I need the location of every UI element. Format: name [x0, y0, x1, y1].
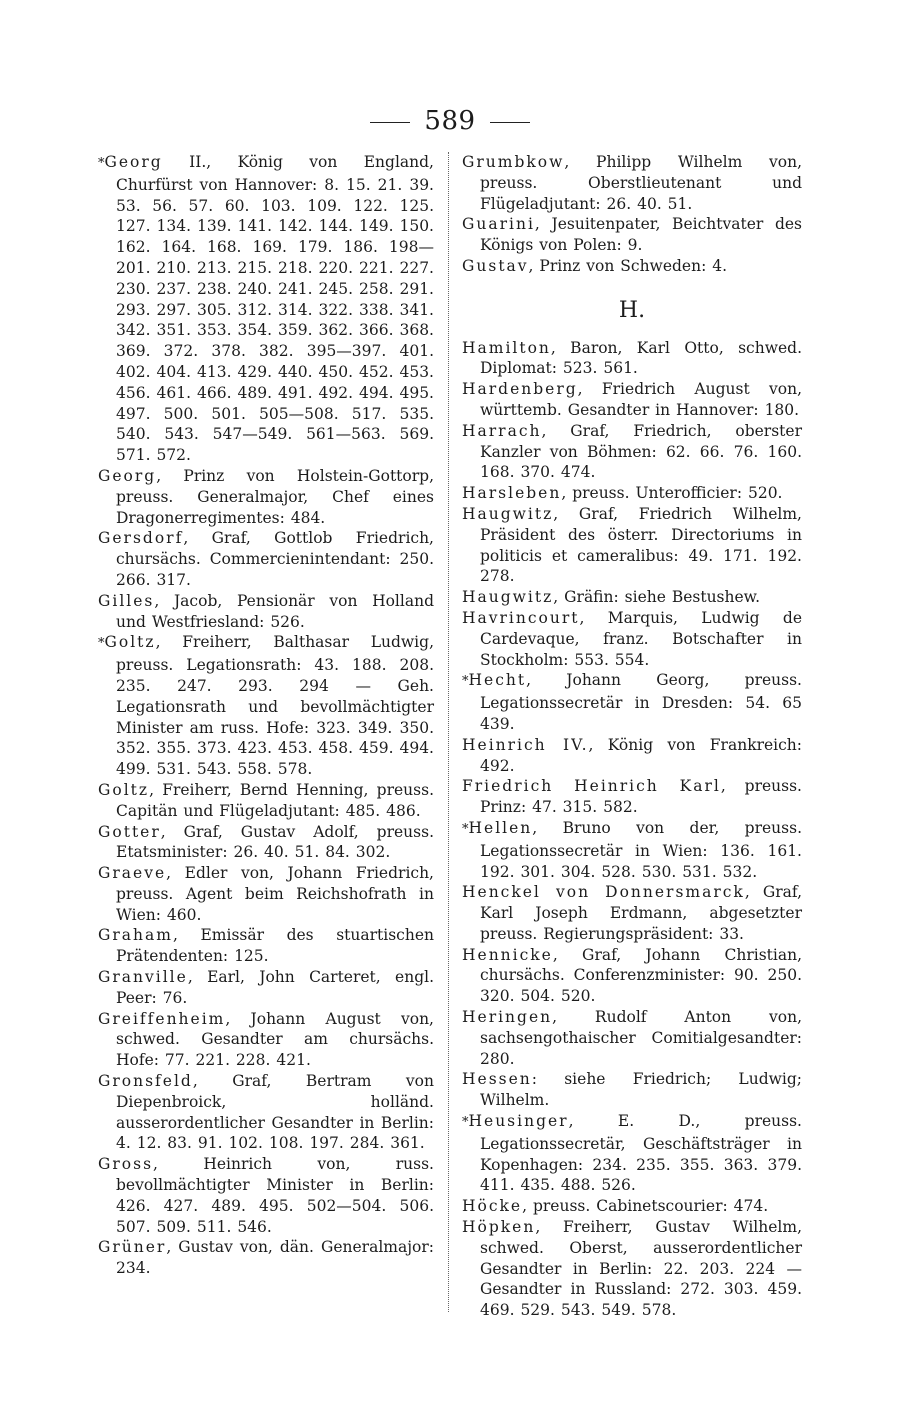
entry-text: , Gustav von, dän. Generalmajor: 234.	[116, 1238, 434, 1278]
entry-name: Haugwitz	[462, 588, 554, 607]
entry-name: Grüner	[98, 1238, 167, 1257]
index-entry	[462, 776, 802, 818]
entry-marker: *	[462, 674, 469, 690]
entry-text: , Graf, Friedrich, oberster Kanzler von Böhmen: 62. 66. 76. 160. 168. 370. 474.	[480, 421, 802, 482]
entry-marker: *	[98, 156, 105, 171]
entry-name: Hecht	[468, 671, 527, 690]
entry-marker: *	[462, 1115, 469, 1131]
entry-name: Hessen	[462, 1070, 532, 1089]
entry-text: , Graf, Johann Christian, chursächs. Conferenzminister: 90. 250. 320. 504. 520.	[480, 945, 802, 1006]
entry-text: , Johann Georg, preuss. Legationssecretär in Dresden: 54. 65 439.	[480, 671, 802, 733]
entry-text: , Rudolf Anton von, sachsengothaischer Comitialgesandter: 280.	[480, 1008, 802, 1068]
entry-text: , Prinz von Schweden: 4.	[528, 256, 728, 275]
entry-text: , Marquis, Ludwig de Cardevaque, franz. Botschafter in Stockholm: 553. 554.	[480, 608, 802, 669]
index-entry	[98, 822, 434, 864]
entry-text: , Freiherr, Gustav Wilhelm, schwed. Oberst, ausserordentlicher Gesandter in Berlin: 22. 203. 224 — Gesandter in Russland: 272. 303. 459. 469. 529. 543. 549. 578.	[480, 1218, 802, 1320]
entry-marker: *	[98, 636, 105, 652]
index-entry	[98, 528, 434, 590]
index-entry	[98, 1009, 434, 1071]
index-entry	[462, 152, 802, 214]
page-header	[0, 106, 900, 136]
entry-text: , Graf, Friedrich Wilhelm, Präsident des österr. Directoriums in politicis et cameralibus: 49. 171. 192. 278.	[480, 504, 802, 586]
index-entry	[98, 1237, 434, 1279]
entry-text: , Heinrich von, russ. bevollmächtigter Minister in Berlin: 426. 427. 489. 495. 502—504. 506. 507. 509. 511. 546.	[116, 1155, 434, 1236]
index-entry	[462, 421, 802, 483]
entry-name: Höpken	[462, 1218, 536, 1237]
entry-name: Granville	[98, 968, 188, 987]
entry-name: Gotter	[98, 822, 161, 841]
entry-name: Henckel von Donnersmarck	[462, 883, 745, 902]
entry-text: , Baron, Karl Otto, schwed. Diplomat: 523. 561.	[480, 338, 802, 378]
entry-text: : siehe Friedrich; Ludwig; Wilhelm.	[480, 1070, 802, 1110]
index-entry	[462, 1069, 802, 1111]
entry-name: Graeve	[98, 864, 167, 883]
index-entry	[462, 379, 802, 421]
entry-name: Guarini	[462, 215, 535, 234]
index-entry	[462, 587, 802, 608]
entry-text: , Freiherr, Bernd Henning, preuss. Capitän und Flügeladjutant: 485. 486.	[116, 780, 434, 820]
entry-name: Goltz	[98, 780, 150, 799]
index-entry	[462, 1007, 802, 1069]
right-column-bottom	[462, 338, 802, 1321]
entry-name: Gersdorf	[98, 529, 184, 548]
index-entry	[98, 591, 434, 633]
index-entry	[462, 1196, 802, 1217]
index-entry	[98, 466, 434, 528]
entry-text: , preuss. Prinz: 47. 315. 582.	[480, 777, 802, 817]
entry-name: Georg	[104, 153, 163, 171]
entry-name: Gilles	[98, 591, 155, 610]
entry-name: Havrincourt	[462, 608, 580, 627]
entry-text: , preuss. Unterofficier: 520.	[561, 484, 783, 503]
index-entry	[98, 967, 434, 1009]
entry-text: , Emissär des stuartischen Prätendenten: 125.	[116, 926, 434, 966]
index-entry	[98, 152, 434, 466]
index-entry	[462, 256, 802, 277]
entry-text: , Prinz von Holstein-Gottorp, preuss. Generalmajor, Chef eines Dragonerregimentes: 484.	[116, 466, 434, 527]
left-column	[98, 152, 434, 1279]
index-entry	[462, 504, 802, 587]
entry-name: Harrach	[462, 421, 542, 440]
entry-name: Heringen	[462, 1008, 553, 1027]
index-entry	[462, 338, 802, 380]
entry-name: Georg	[98, 466, 157, 485]
entry-text: II., König von England, Churfürst von Hannover: 8. 15. 21. 39. 53. 56. 57. 60. 103. 109. 122. 125. 127. 134. 139. 141. 142. 144. 149. 150. 162. 164. 168. 169. 179. 186. 198—201. 210. 213. 215. 218. 220. 221. 227. 230. 237. 238. 240. 241. 245. 258. 291. 293. 297. 305. 312. 314. 322. 338. 341. 342. 351. 353. 354. 359. 362. 366. 368. 369. 372. 378. 382. 395—397. 401. 402. 404. 413. 429. 440. 450. 452. 453. 456. 461. 466. 489. 491. 492. 494. 495. 497. 500. 501. 505—508. 517. 535. 540. 543. 547—549. 561—563. 569. 571. 572.	[116, 153, 434, 465]
index-entry	[462, 818, 802, 882]
index-entry	[462, 214, 802, 256]
entry-name: Höcke	[462, 1197, 523, 1216]
index-entry	[462, 735, 802, 777]
entry-name: Friedrich Heinrich Karl	[462, 777, 721, 796]
entry-name: Harsleben	[462, 484, 562, 503]
section-letter: H.	[618, 297, 646, 323]
index-entry	[462, 1217, 802, 1321]
entry-text: , Johann August von, schwed. Gesandter am chursächs. Hofe: 77. 221. 228. 421.	[116, 1009, 434, 1070]
entry-text: , Jesuitenpater, Beichtvater des Königs von Polen: 9.	[480, 215, 802, 255]
index-entry	[98, 863, 434, 925]
index-entry	[462, 483, 802, 504]
index-entry	[462, 1111, 802, 1196]
entry-name: Heusinger	[468, 1112, 569, 1131]
entry-name: Gross	[98, 1155, 154, 1174]
header-dash-left	[370, 122, 410, 123]
entry-text: , Graf, Karl Joseph Erdmann, abgesetzter preuss. Regierungspräsident: 33.	[480, 883, 802, 943]
index-entry	[462, 670, 802, 734]
entry-name: Heinrich IV.	[462, 735, 589, 754]
entry-text: , preuss. Cabinetscourier: 474.	[522, 1197, 769, 1216]
entry-name: Graham	[98, 926, 173, 945]
index-entry	[98, 780, 434, 822]
entry-text: , E. D., preuss. Legationssecretär, Geschäftsträger in Kopenhagen: 234. 235. 355. 363. 379. 411. 435. 488. 526.	[480, 1112, 802, 1195]
entry-name: Gronsfeld	[98, 1072, 193, 1091]
index-entry	[98, 1154, 434, 1237]
index-entry	[462, 608, 802, 670]
entry-name: Hennicke	[462, 945, 553, 964]
column-divider	[448, 152, 449, 1312]
entry-name: Grumbkow	[462, 153, 565, 171]
index-entry	[98, 1071, 434, 1154]
entry-text: , Friedrich August von, württemb. Gesandter in Hannover: 180.	[480, 380, 802, 419]
entry-name: Greiffenheim	[98, 1009, 226, 1028]
entry-text: , Graf, Gustav Adolf, preuss. Etatsminister: 26. 40. 51. 84. 302.	[116, 822, 434, 862]
entry-text: , Bruno von der, preuss. Legationssecretär in Wien: 136. 161. 192. 301. 304. 528. 530. 531. 532.	[480, 818, 802, 881]
index-entry	[462, 882, 802, 944]
header-dash-right	[490, 122, 530, 123]
entry-text: , Edler von, Johann Friedrich, preuss. Agent beim Reichshofrath in Wien: 460.	[116, 864, 434, 924]
entry-text: , Earl, John Carteret, engl. Peer: 76.	[116, 968, 434, 1007]
right-column	[462, 152, 802, 1321]
entry-name: Haugwitz	[462, 504, 554, 523]
right-column-top	[462, 152, 802, 277]
page-number: 589	[424, 106, 476, 136]
entry-name: Hellen	[468, 818, 533, 837]
entry-name: Hardenberg	[462, 380, 578, 399]
entry-text: , Philipp Wilhelm von, preuss. Oberstlieutenant und Flügeladjutant: 26. 40. 51.	[480, 153, 802, 213]
entry-text: , Graf, Bertram von Diepenbroick, holländ. ausserordentlicher Gesandter in Berlin: 4. 12. 83. 91. 102. 108. 197. 284. 361.	[116, 1072, 434, 1153]
index-entry	[462, 945, 802, 1007]
entry-marker: *	[462, 821, 469, 837]
entry-name: Gustav	[462, 256, 529, 275]
entry-text: , Jacob, Pensionär von Holland und Westfriesland: 526.	[116, 591, 434, 631]
entry-text: , Gräfin: siehe Bestushew.	[553, 588, 761, 607]
entry-text: , Freiherr, Balthasar Ludwig, preuss. Legationsrath: 43. 188. 208. 235. 247. 293. 294 — Geh. Legationsrath und bevollmächtigter Minister am russ. Hofe: 323. 349. 350. 352. 355. 373. 423. 453. 458. 459. 494. 499. 531. 543. 558. 578.	[116, 633, 434, 779]
entry-text: , König von Frankreich: 492.	[480, 735, 803, 775]
index-entry	[98, 632, 434, 780]
entry-name: Goltz	[104, 633, 156, 652]
index-entry	[98, 925, 434, 967]
entry-text: , Graf, Gottlob Friedrich, chursächs. Commercienintendant: 250. 266. 317.	[116, 529, 434, 589]
entry-name: Hamilton	[462, 338, 551, 357]
